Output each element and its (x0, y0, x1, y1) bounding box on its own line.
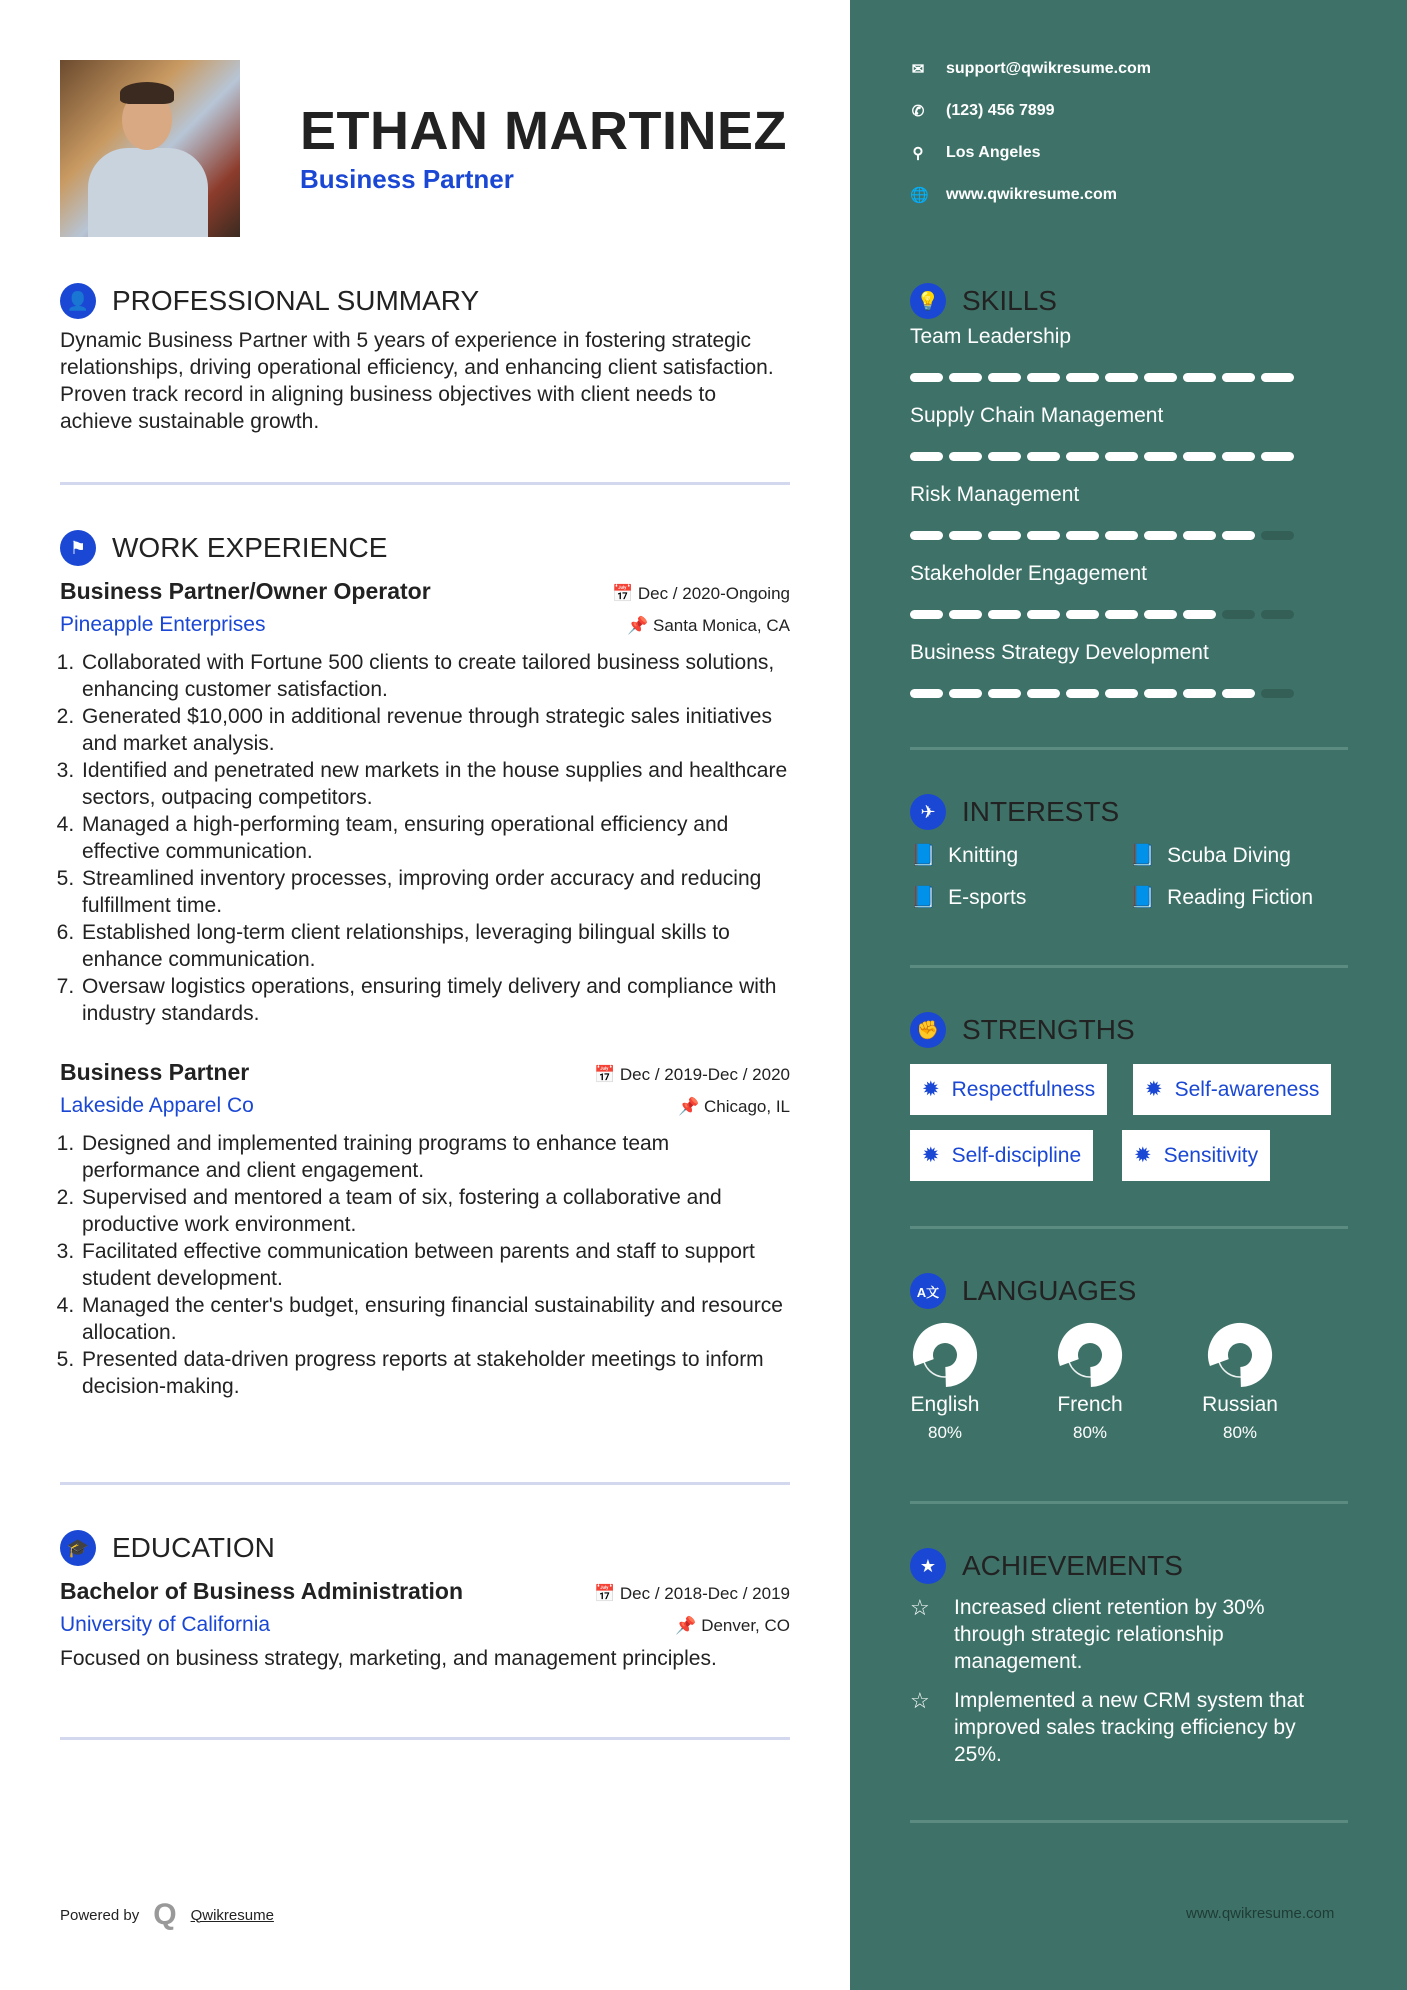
book-icon: 📘 (1129, 886, 1156, 909)
phone-icon: ✆ (911, 103, 925, 120)
job-location: Chicago, IL (704, 1097, 790, 1116)
skill-name: Stakeholder Engagement (910, 562, 1147, 585)
interest-item (1129, 844, 1348, 868)
divider (60, 1737, 790, 1740)
skill-segment-filled (949, 689, 982, 698)
edu-text: Focused on business strategy, marketing, and management principles. (60, 1647, 717, 1670)
badge-icon: ✹ (1134, 1144, 1152, 1167)
job-location: Santa Monica, CA (652, 616, 790, 635)
divider (910, 965, 1348, 968)
achievement-text: Increased client retention by 30% through strategic relationship management. (954, 1596, 1265, 1673)
section-heading: EDUCATION (112, 1532, 275, 1563)
skill-segment-empty (1261, 610, 1294, 619)
list-item: 2. Supervised and mentored a team of six, fostering a collaborative and productive work environment. (80, 1184, 790, 1238)
pin-icon: 📌 (627, 616, 653, 635)
globe-icon: 🌐 (910, 187, 929, 204)
book-icon: 📘 (910, 886, 937, 909)
skill-segment-empty (1261, 689, 1294, 698)
skills-section (910, 283, 1348, 698)
skill-item (910, 562, 1348, 619)
job-dates: Dec / 2020-Ongoing (637, 584, 790, 603)
languages-section (910, 1273, 1136, 1309)
interest-label: Knitting (948, 844, 1019, 867)
skill-segment-filled (988, 689, 1021, 698)
language-name: French (1057, 1393, 1123, 1416)
calendar-icon: 📅 (594, 1065, 620, 1084)
skill-level-bar (910, 452, 1348, 461)
skill-segment-empty (1261, 531, 1294, 540)
summary-section (60, 283, 790, 435)
skill-segment-filled (988, 610, 1021, 619)
achievement-item (910, 1687, 1310, 1768)
language-item (890, 1322, 1000, 1443)
list-item: 1. Designed and implemented training programs to enhance team performance and client engagement. (80, 1130, 790, 1184)
strength-label: Self-awareness (1174, 1077, 1320, 1101)
strength-chip (1122, 1130, 1270, 1181)
paper-plane-icon: ✈ (910, 794, 946, 830)
user-icon: 👤 (60, 283, 96, 319)
interest-item (910, 844, 1129, 868)
summary-text: Dynamic Business Partner with 5 years of experience in fostering strategic relationships, driving operational efficiency, and enhancing client satisfaction. Proven track record in aligning business objectives with client needs to achieve sustainable growth. (60, 329, 774, 433)
section-heading: SKILLS (962, 285, 1057, 316)
skill-segment-filled (910, 373, 943, 382)
skill-segment-filled (1183, 373, 1216, 382)
skill-level-bar (910, 610, 1348, 619)
skill-segment-filled (949, 610, 982, 619)
skill-segment-filled (1027, 452, 1060, 461)
list-item: 5. Presented data-driven progress reports at stakeholder meetings to inform decision-making. (80, 1346, 790, 1400)
contact-phone: (123) 456 7899 (946, 102, 1055, 119)
strength-chip (910, 1130, 1093, 1181)
shooting-star-icon: ☆ (910, 1688, 930, 1713)
footer-powered (60, 1898, 274, 1932)
skill-segment-filled (1105, 531, 1138, 540)
pin-icon: 📌 (678, 1097, 704, 1116)
achievement-item (910, 1594, 1310, 1675)
skill-segment-filled (1027, 689, 1060, 698)
interest-item (1129, 886, 1348, 910)
skill-segment-filled (1183, 531, 1216, 540)
section-heading: PROFESSIONAL SUMMARY (112, 285, 480, 316)
strength-chip (1133, 1064, 1331, 1115)
section-heading: LANGUAGES (962, 1275, 1137, 1306)
school-name: University of California (60, 1613, 271, 1636)
skill-item (910, 404, 1348, 461)
job-bullets (60, 649, 790, 1027)
contact-email[interactable]: support@qwikresume.com (946, 60, 1151, 77)
language-donut-fill (1212, 1327, 1268, 1383)
skill-segment-filled (1222, 452, 1255, 461)
language-donut (1057, 1322, 1123, 1388)
skill-segment-filled (949, 373, 982, 382)
section-heading: INTERESTS (962, 796, 1120, 827)
skill-segment-filled (1105, 689, 1138, 698)
language-donut-fill (1062, 1327, 1118, 1383)
skill-segment-filled (1066, 531, 1099, 540)
divider (910, 1820, 1348, 1823)
language-item (1185, 1322, 1295, 1443)
language-donut-fill (917, 1327, 973, 1383)
achievement-text: Implemented a new CRM system that improved sales tracking efficiency by 25%. (954, 1689, 1305, 1766)
job-bullets (60, 1130, 790, 1400)
divider (60, 1482, 790, 1485)
list-item: 4. Managed the center's budget, ensuring financial sustainability and resource allocation. (80, 1292, 790, 1346)
skill-segment-filled (1066, 610, 1099, 619)
qwikresume-logo-icon: Q (153, 1898, 177, 1931)
skill-segment-filled (1105, 452, 1138, 461)
edu-dates: Dec / 2018-Dec / 2019 (619, 1584, 790, 1603)
candidate-title: Business Partner (300, 164, 514, 194)
skill-segment-filled (1027, 610, 1060, 619)
language-item (1035, 1322, 1145, 1443)
skill-item (910, 325, 1348, 382)
skill-segment-filled (1144, 373, 1177, 382)
job-dates: Dec / 2019-Dec / 2020 (619, 1065, 790, 1084)
skill-segment-filled (910, 689, 943, 698)
skill-item (910, 483, 1348, 540)
list-item: 6. Established long-term client relationships, leveraging bilingual skills to enhance communication. (80, 919, 790, 973)
lightbulb-icon: 💡 (910, 283, 946, 319)
skill-level-bar (910, 373, 1348, 382)
skill-segment-filled (988, 531, 1021, 540)
divider (910, 1226, 1348, 1229)
skill-segment-filled (910, 610, 943, 619)
skill-segment-filled (1144, 531, 1177, 540)
language-percent: 80% (1222, 1423, 1258, 1442)
company-name: Pineapple Enterprises (60, 613, 266, 636)
divider (910, 1501, 1348, 1504)
strength-label: Self-discipline (951, 1143, 1082, 1167)
strength-chip (910, 1064, 1107, 1115)
job-title: Business Partner (60, 1059, 250, 1085)
skill-segment-filled (1183, 452, 1216, 461)
skill-level-bar (910, 689, 1348, 698)
shooting-star-icon: ☆ (910, 1595, 930, 1620)
divider (60, 482, 790, 485)
list-item: 5. Streamlined inventory processes, improving order accuracy and reducing fulfillment time. (80, 865, 790, 919)
list-item: 4. Managed a high-performing team, ensuring operational efficiency and effective communication. (80, 811, 790, 865)
divider (910, 747, 1348, 750)
list-item: 2. Generated $10,000 in additional revenue through strategic sales initiatives and market analysis. (80, 703, 790, 757)
badge-icon: ✹ (1145, 1078, 1163, 1101)
list-item: 1. Collaborated with Fortune 500 clients to create tailored business solutions, enhancing customer satisfaction. (80, 649, 790, 703)
calendar-icon: 📅 (594, 1584, 620, 1603)
fist-icon: ✊ (910, 1012, 946, 1048)
education-section (60, 1530, 790, 1672)
chair-icon: ⚑ (60, 530, 96, 566)
skill-segment-filled (1066, 373, 1099, 382)
skill-segment-empty (1222, 610, 1255, 619)
skill-segment-filled (988, 373, 1021, 382)
job-entry (60, 1059, 790, 1400)
pin-icon: 📌 (675, 1616, 702, 1635)
translate-icon: A文 (910, 1273, 946, 1309)
achievements-section (910, 1548, 1310, 1768)
list-item: 3. Facilitated effective communication between parents and staff to support student development. (80, 1238, 790, 1292)
graduate-icon: 🎓 (60, 1530, 96, 1566)
language-donut (912, 1322, 978, 1388)
powered-by-label: Powered by (60, 1906, 140, 1924)
interest-label: Reading Fiction (1167, 886, 1314, 909)
skill-segment-filled (1144, 452, 1177, 461)
degree: Bachelor of Business Administration (60, 1578, 463, 1604)
company-name: Lakeside Apparel Co (60, 1094, 254, 1117)
interest-label: Scuba Diving (1167, 844, 1291, 867)
skill-segment-filled (1183, 610, 1216, 619)
footer-website[interactable]: www.qwikresume.com (1186, 1905, 1335, 1922)
skill-segment-filled (988, 452, 1021, 461)
section-heading: ACHIEVEMENTS (962, 1550, 1183, 1581)
skill-segment-filled (1183, 689, 1216, 698)
skill-name: Team Leadership (910, 325, 1072, 348)
skill-segment-filled (1144, 689, 1177, 698)
skill-segment-filled (910, 531, 943, 540)
skill-segment-filled (1222, 531, 1255, 540)
strength-label: Sensitivity (1163, 1143, 1259, 1167)
skill-segment-filled (1222, 373, 1255, 382)
skill-name: Risk Management (910, 483, 1080, 506)
strengths-section (910, 1012, 1135, 1048)
skill-segment-filled (1261, 373, 1294, 382)
list-item: 3. Identified and penetrated new markets in the house supplies and healthcare sectors, outpacing competitors. (80, 757, 790, 811)
section-heading: STRENGTHS (962, 1014, 1135, 1045)
contact-location: Los Angeles (946, 144, 1041, 161)
skill-segment-filled (949, 452, 982, 461)
language-name: Russian (1202, 1393, 1278, 1416)
profile-photo (60, 60, 240, 237)
skill-level-bar (910, 531, 1348, 540)
skill-item (910, 641, 1348, 698)
badge-icon: ✹ (922, 1078, 940, 1101)
edu-location: Denver, CO (701, 1616, 790, 1635)
skill-name: Business Strategy Development (910, 641, 1209, 664)
skill-name: Supply Chain Management (910, 404, 1164, 427)
work-section (60, 530, 790, 1400)
candidate-name: ETHAN MARTINEZ (300, 101, 787, 161)
badge-icon: ✹ (922, 1144, 940, 1167)
list-item: 7. Oversaw logistics operations, ensuring timely delivery and compliance with industry standards. (80, 973, 790, 1027)
skill-segment-filled (949, 531, 982, 540)
job-entry (60, 578, 790, 1027)
language-donut (1207, 1322, 1273, 1388)
skill-segment-filled (1222, 689, 1255, 698)
skill-segment-filled (1027, 531, 1060, 540)
job-title: Business Partner/Owner Operator (60, 578, 431, 604)
contact-list (910, 57, 1151, 207)
interest-item (910, 886, 1129, 910)
skill-segment-filled (1144, 610, 1177, 619)
book-icon: 📘 (910, 844, 937, 867)
mail-icon: ✉ (911, 61, 925, 78)
skill-segment-filled (1027, 373, 1060, 382)
interest-label: E-sports (948, 886, 1027, 909)
qwikresume-link[interactable]: Qwikresume (190, 1906, 274, 1924)
skill-segment-filled (910, 452, 943, 461)
contact-website[interactable]: www.qwikresume.com (946, 186, 1118, 203)
skill-segment-filled (1066, 452, 1099, 461)
skill-segment-filled (1105, 610, 1138, 619)
language-percent: 80% (927, 1423, 963, 1442)
language-name: English (910, 1393, 980, 1416)
star-icon: ★ (910, 1548, 946, 1584)
skill-segment-filled (1066, 689, 1099, 698)
strength-label: Respectfulness (951, 1077, 1096, 1101)
skill-segment-filled (1261, 452, 1294, 461)
section-heading: WORK EXPERIENCE (112, 532, 388, 563)
language-percent: 80% (1072, 1423, 1108, 1442)
skill-segment-filled (1105, 373, 1138, 382)
location-pin-icon: ⚲ (912, 145, 924, 162)
interests-section (910, 794, 1348, 910)
calendar-icon: 📅 (611, 584, 638, 603)
book-icon: 📘 (1129, 844, 1156, 867)
